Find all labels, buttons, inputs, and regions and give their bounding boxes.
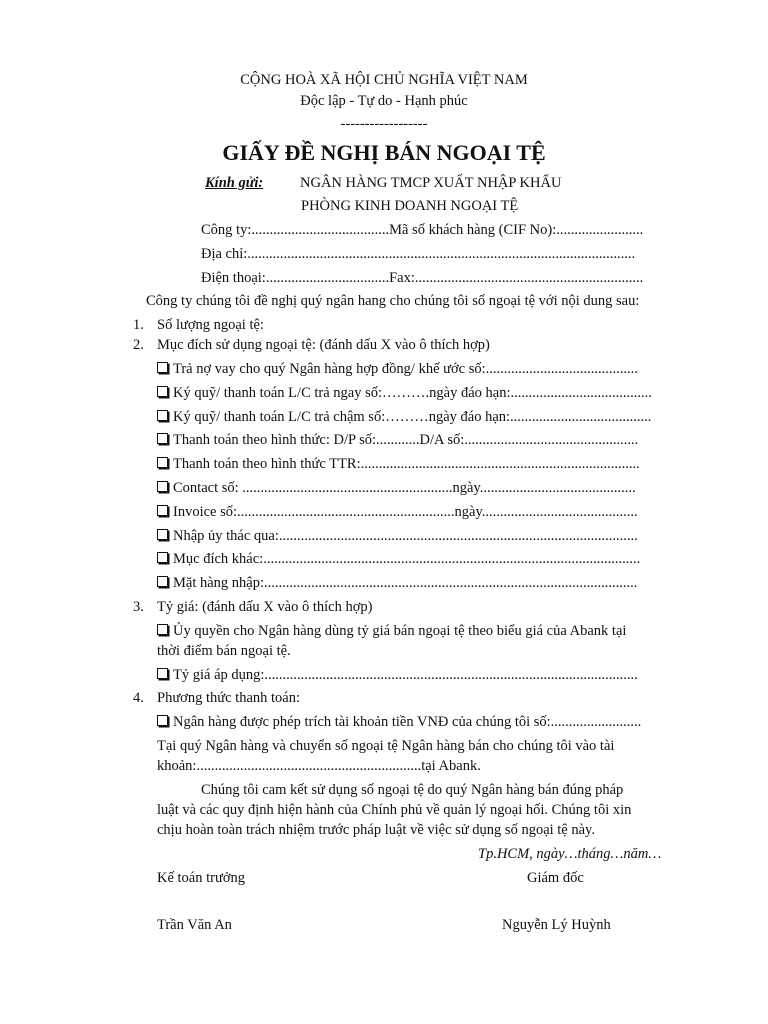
company-line: Công ty:......................................Mã số khách hàng (CIF No):........................ bbox=[201, 222, 644, 238]
transfer-text-line1: Tại quý Ngân hàng và chuyển số ngoại tệ Ngân hàng bán cho chúng tôi vào tài bbox=[157, 738, 615, 754]
checkbox-icon[interactable] bbox=[157, 410, 168, 421]
phone-line: Điện thoại:..................................Fax:............................................................... bbox=[201, 270, 644, 286]
recipient-bank: NGÂN HÀNG TMCP XUẤT NHẬP KHẨU bbox=[300, 175, 562, 191]
director-title: Giám đốc bbox=[527, 870, 584, 886]
intro-text: Công ty chúng tôi đề nghị quý ngân hang cho chúng tôi số ngoại tệ với nội dung sau: bbox=[146, 293, 640, 309]
option-bank-rate[interactable]: Ủy quyền cho Ngân hàng dùng tỷ giá bán ngoại tệ theo biểu giá của Abank tại bbox=[157, 623, 626, 640]
option-loan-repayment[interactable]: Trả nợ vay cho quý Ngân hàng hợp đồng/ khế ước số:.......................................... bbox=[157, 361, 638, 378]
section4-text: Phương thức thanh toán: bbox=[157, 690, 300, 706]
option-other-purpose[interactable]: Mục đích khác:........................................................................................................ bbox=[157, 551, 640, 568]
motto: Độc lập - Tự do - Hạnh phúc bbox=[300, 93, 468, 109]
chief-accountant-name: Trần Văn An bbox=[157, 917, 232, 933]
option-invoice[interactable]: Invoice số:............................................................ngày........................................... bbox=[157, 504, 638, 521]
checkbox-icon[interactable] bbox=[157, 505, 168, 516]
option-dp-da[interactable]: Thanh toán theo hình thức: D/P số:............D/A số:................................................ bbox=[157, 432, 638, 449]
checkbox-icon[interactable] bbox=[157, 529, 168, 540]
option-import-goods[interactable]: Mặt hàng nhập:....................................................................................................... bbox=[157, 575, 637, 592]
commitment-line2: luật và các quy định hiện hành của Chính phủ về quản lý ngoại hối. Chúng tôi xin bbox=[157, 802, 632, 818]
separator: ------------------ bbox=[340, 116, 428, 132]
checkbox-icon[interactable] bbox=[157, 481, 168, 492]
checkbox-icon[interactable] bbox=[157, 362, 168, 373]
chief-accountant-title: Kế toán trưởng bbox=[157, 870, 246, 886]
nation-heading: CỘNG HOÀ XÃ HỘI CHỦ NGHĨA VIỆT NAM bbox=[240, 72, 528, 88]
option-ttr[interactable]: Thanh toán theo hình thức TTR:............................................................................. bbox=[157, 456, 640, 473]
checkbox-icon[interactable] bbox=[157, 457, 168, 468]
section3-number: 3. bbox=[133, 599, 144, 615]
checkbox-icon[interactable] bbox=[157, 552, 168, 563]
checkbox-icon[interactable] bbox=[157, 715, 168, 726]
option-lc-sight[interactable]: Ký quỹ/ thanh toán L/C trả ngay số:……….ngày đáo hạn:....................................... bbox=[157, 385, 652, 402]
option-lc-deferred[interactable]: Ký quỹ/ thanh toán L/C trả chậm số:………ngày đáo hạn:....................................... bbox=[157, 409, 651, 426]
section2-text: Mục đích sử dụng ngoại tệ: (đánh dấu X vào ô thích hợp) bbox=[157, 337, 490, 353]
option-contract[interactable]: Contact số: ..........................................................ngày........................................... bbox=[157, 480, 636, 497]
document-title: GIẤY ĐỀ NGHỊ BÁN NGOẠI TỆ bbox=[222, 140, 546, 165]
recipient-department: PHÒNG KINH DOANH NGOẠI TỆ bbox=[301, 198, 519, 214]
director-name: Nguyễn Lý Huỳnh bbox=[502, 917, 611, 933]
option-entrusted-import[interactable]: Nhập ủy thác qua:................................................................................................... bbox=[157, 528, 638, 545]
commitment-line3: chịu hoàn toàn trách nhiệm trước pháp luật về việc sử dụng số ngoại tệ này. bbox=[157, 822, 595, 838]
option-applied-rate[interactable]: Tỷ giá áp dụng:....................................................................................................... bbox=[157, 667, 638, 684]
section1-text: Số lượng ngoại tệ: bbox=[157, 317, 264, 333]
checkbox-icon[interactable] bbox=[157, 624, 168, 635]
commitment-line1: Chúng tôi cam kết sử dụng số ngoại tệ do quý Ngân hàng bán đúng pháp bbox=[201, 782, 624, 798]
section1-number: 1. bbox=[133, 317, 144, 333]
recipient-label: Kính gửi: bbox=[205, 175, 264, 191]
section4-number: 4. bbox=[133, 690, 144, 706]
checkbox-icon[interactable] bbox=[157, 386, 168, 397]
address-line: Địa chỉ:........................................................................................................... bbox=[201, 246, 636, 262]
section2-number: 2. bbox=[133, 337, 144, 353]
section3-text: Tỷ giá: (đánh dấu X vào ô thích hợp) bbox=[157, 599, 373, 615]
checkbox-icon[interactable] bbox=[157, 433, 168, 444]
checkbox-icon[interactable] bbox=[157, 668, 168, 679]
option-vnd-account[interactable]: Ngân hàng được phép trích tài khoản tiền VNĐ của chúng tôi số:......................... bbox=[157, 714, 641, 731]
date-line: Tp.HCM, ngày…tháng…năm… bbox=[478, 846, 662, 862]
checkbox-icon[interactable] bbox=[157, 576, 168, 587]
transfer-text-line2: khoản:..............................................................tại Abank. bbox=[157, 758, 481, 774]
option-bank-rate-cont: thời điểm bán ngoại tệ. bbox=[157, 643, 291, 659]
